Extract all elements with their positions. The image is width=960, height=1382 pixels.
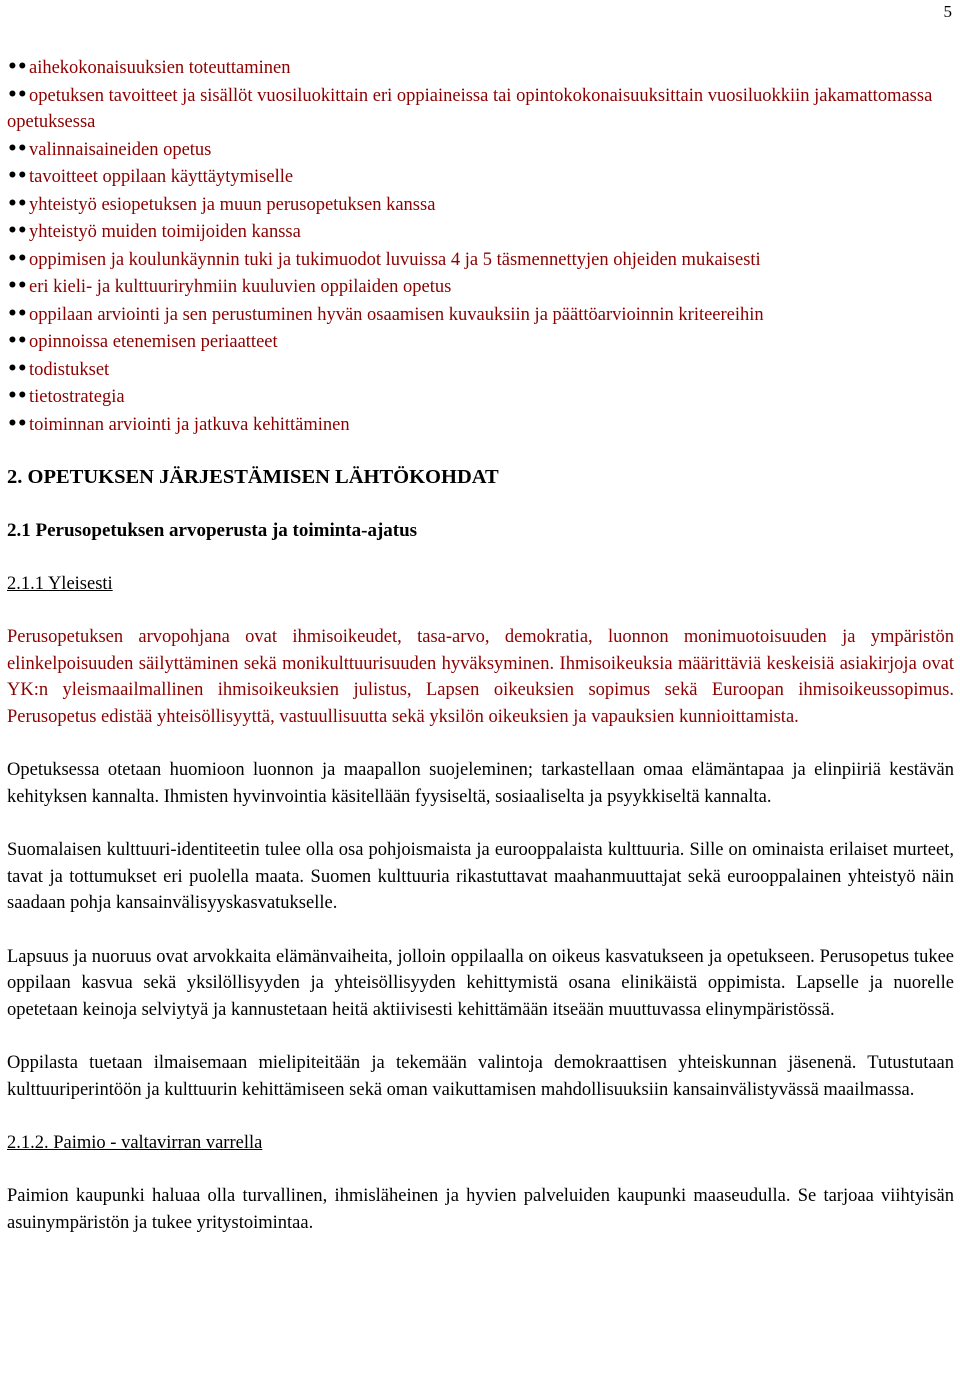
list-item: •• opinnoissa etenemisen periaatteet <box>7 328 954 356</box>
bullet-icon: •• <box>7 221 27 241</box>
bullet-icon: •• <box>7 193 27 214</box>
document-body <box>7 54 954 1236</box>
paragraph-environment: Opetuksessa otetaan huomioon luonnon ja maapallon suojeleminen; tarkastellaan omaa elämäntapaa ja elinpiiriä kestävän kehityksen kannalta. Ihmisten hyvinvointia käsitellään fyysiseltä, sosiaaliselta ja psyykkiseltä kannalta. <box>7 760 954 807</box>
list-item: •• eri kieli- ja kulttuuriryhmiin kuuluvien oppilaiden opetus <box>7 273 954 301</box>
bullet-icon: •• <box>7 386 27 406</box>
bullet-icon: •• <box>7 57 27 77</box>
paragraph-values <box>7 624 954 730</box>
paragraph-text: Perusopetuksen arvopohjana ovat ihmisoikeudet, tasa-arvo, demokratia, luonnon monimuotoisuuden ja ympäristön elinkelpoisuuden säilyttäminen sekä monikulttuurisuuden hyväksyminen. <box>7 627 954 674</box>
list-item: •• aihekokonaisuuksien toteuttaminen <box>7 54 954 82</box>
list-item: •• todistukset <box>7 356 954 384</box>
list-item: •• toiminnan arviointi ja jatkuva kehittäminen <box>7 411 954 439</box>
paragraph-culture: Suomalaisen kulttuuri-identiteetin tulee olla osa pohjoismaista ja eurooppalaista kulttuuria. Sille on ominaista erilaiset murteet, tavat ja tottumukset eri puolella maata. Suomen kulttuuria rikastuttavat maahanmuuttajat sekä eurooppalainen yhteistyö näin saadaan pohja kansainvälisyyskasvatukselle. <box>7 840 954 913</box>
paragraph-paimio: Paimion kaupunki haluaa olla turvallinen, ihmisläheinen ja hyvien palveluiden kaupunki maaseudulla. Se tarjoaa viihtyisän asuinympäristön ja tukee yritystoimintaa. <box>7 1186 954 1233</box>
subsubsection-heading-yleisesti: 2.1.1 Yleisesti <box>7 574 113 594</box>
page-number: 5 <box>943 2 952 21</box>
list-item: •• tavoitteet oppilaan käyttäytymiselle <box>7 163 954 191</box>
list-item: •• tietostrategia <box>7 383 954 411</box>
bullet-icon: •• <box>7 166 27 186</box>
bullet-icon: •• <box>7 331 27 351</box>
subsection-heading: 2.1 Perusopetuksen arvoperusta ja toiminta-ajatus <box>7 520 418 541</box>
list-item: •• yhteistyö muiden toimijoiden kanssa <box>7 218 954 246</box>
list-item: •• oppimisen ja koulunkäynnin tuki ja tukimuodot luvuissa 4 ja 5 täsmennettyjen ohjeiden mukaisesti <box>7 246 954 274</box>
paragraph-childhood: Lapsuus ja nuoruus ovat arvokkaita elämänvaiheita, jolloin oppilaalla on oikeus kasvatukseen ja opetukseen. Perusopetus tukee oppilaan kasvua sekä yksilöllisyyden ja yhteisöllisyyden kehittymistä osana elinikäistä oppimista. Lapselle ja nuorelle opetetaan keinoja selviytyä ja kannustetaan heitä aktiivisesti kehittämään itseään muuttuvassa elinympäristössä. <box>7 946 954 1020</box>
list-item: •• oppilaan arviointi ja sen perustuminen hyvän osaamisen kuvauksiin ja päättöarvioinnin kriteereihin <box>7 301 954 329</box>
list-item: •• valinnaisaineiden opetus <box>7 136 954 164</box>
paragraph-democracy: Oppilasta tuetaan ilmaisemaan mielipiteitään ja tekemään valintoja demokraattisen yhteiskunnan jäsenenä. Tutustutaan kulttuuriperintöön ja kulttuurin kehittämiseen sekä oman vaikuttamisen mahdollisuuksiin kansainvälistyvässä maailmassa. <box>7 1053 954 1100</box>
bullet-icon: •• <box>7 358 27 379</box>
bullet-icon: •• <box>7 138 27 159</box>
section-heading: 2. OPETUKSEN JÄRJESTÄMISEN LÄHTÖKOHDAT <box>7 466 499 488</box>
list-item: •• yhteistyö esiopetuksen ja muun perusopetuksen kanssa <box>7 191 954 219</box>
bullet-list <box>7 54 954 438</box>
paragraph-text: Ihmisoikeuksia määrittäviä keskeisiä asiakirjoja ovat YK:n yleismaailmallinen ihmisoikeuksien julistus, Lapsen oikeuksien sopimus sekä Euroopan ihmisoikeussopimus. <box>7 653 955 700</box>
paragraph-text: Perusopetus edistää yhteisöllisyyttä, vastuullisuutta sekä yksilön oikeuksien ja vapauksien kunnioittamista. <box>7 706 799 727</box>
list-item: •• opetuksen tavoitteet ja sisällöt vuosiluokittain eri oppiaineissa tai opintokokonaisuuksittain vuosiluokkiin jakamattomassa opetuksessa <box>7 82 954 136</box>
bullet-icon: •• <box>7 413 27 434</box>
subsubsection-heading-paimio: 2.1.2. Paimio - valtavirran varrella <box>7 1133 263 1153</box>
bullet-icon: •• <box>7 248 27 269</box>
bullet-icon: •• <box>7 84 27 105</box>
bullet-icon: •• <box>7 303 27 324</box>
bullet-icon: •• <box>7 276 27 296</box>
